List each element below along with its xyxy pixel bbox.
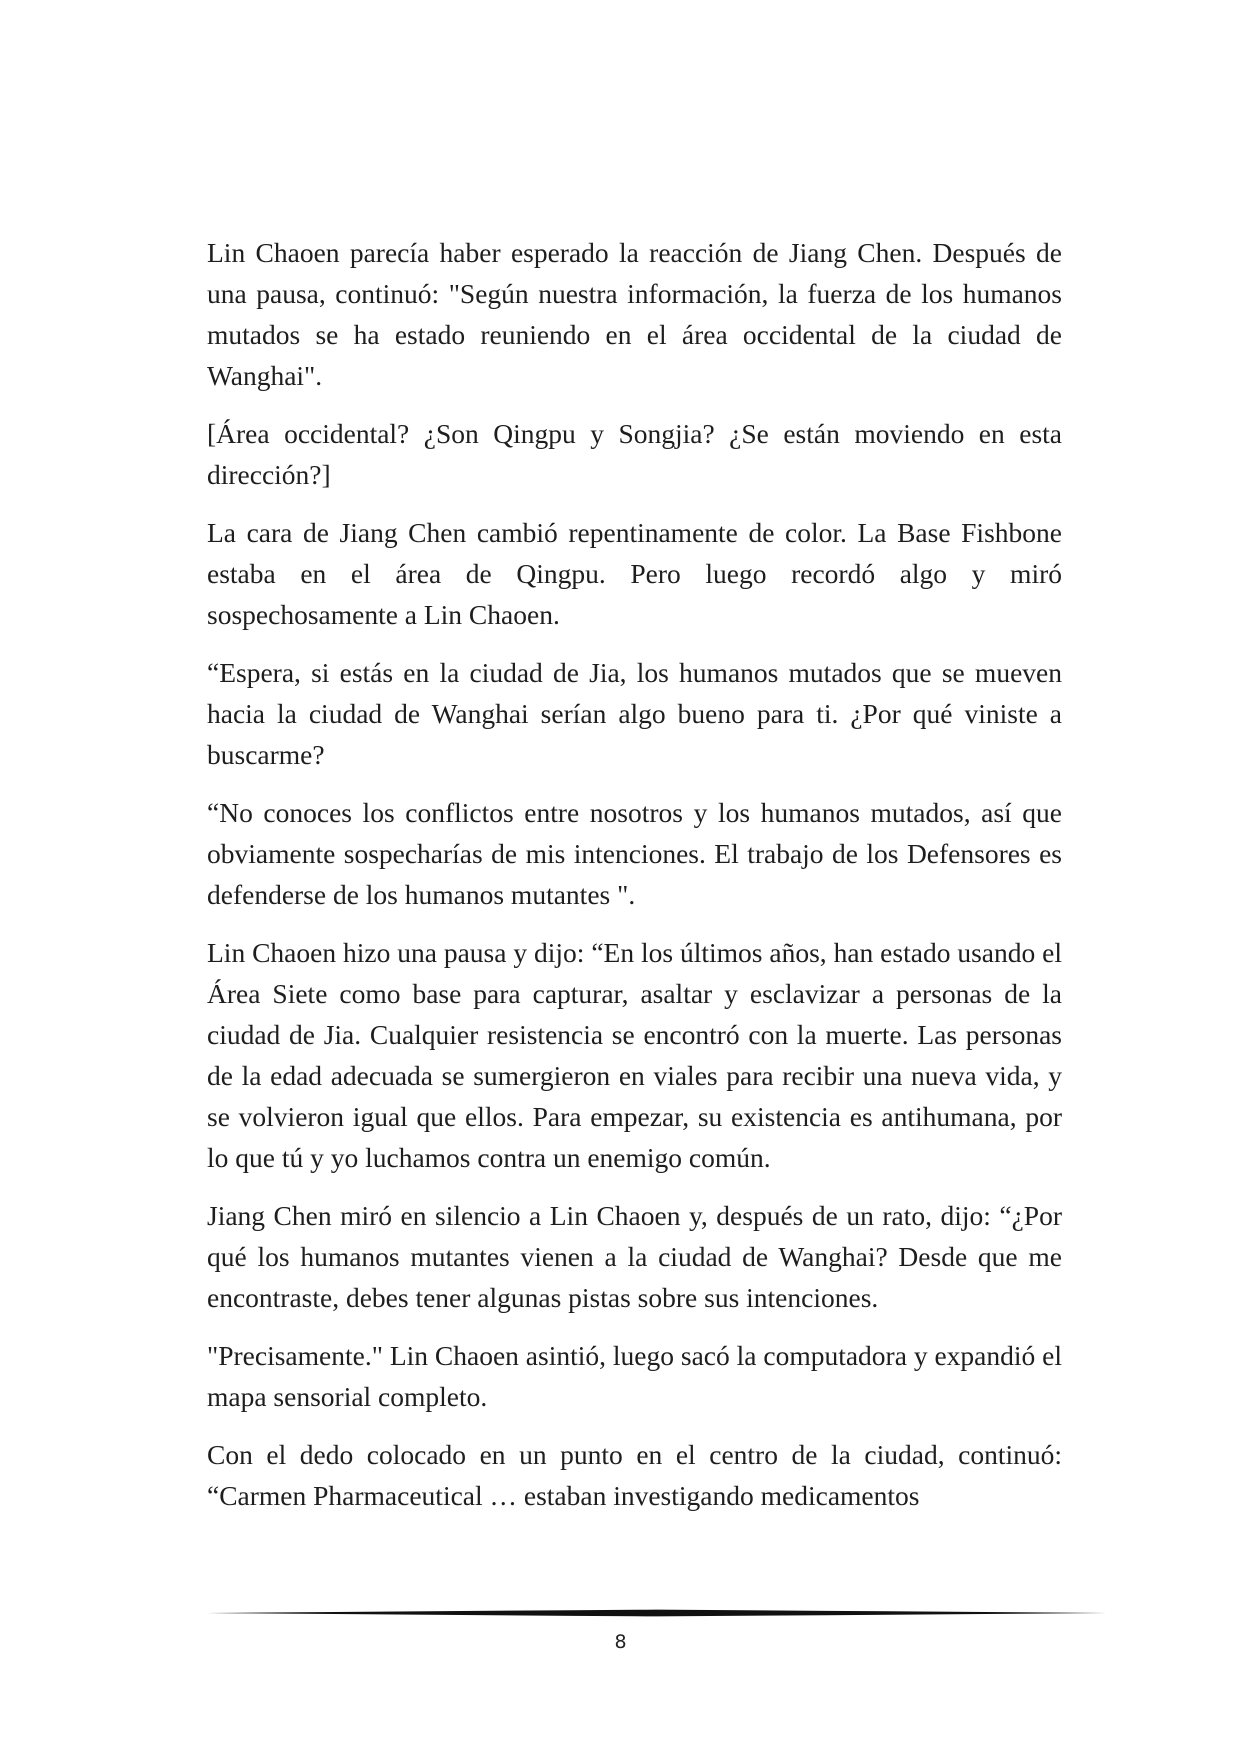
paragraph: [Área occidental? ¿Son Qingpu y Songjia? ¿Se están moviendo en esta dirección?] [207, 418, 1062, 490]
paragraph: La cara de Jiang Chen cambió repentinamente de color. La Base Fishbone estaba en el área de Qingpu. Pero luego recordó algo y miró sospechosamente a Lin Chaoen. [207, 517, 1062, 630]
body-text [207, 232, 1062, 1533]
paragraph: "Precisamente." Lin Chaoen asintió, luego sacó la computadora y expandió el mapa sensorial completo. [207, 1340, 1062, 1412]
paragraph: Con el dedo colocado en un punto en el centro de la ciudad, continuó: “Carmen Pharmaceutical … estaban investigando medicamentos [207, 1439, 1062, 1511]
paragraph: Jiang Chen miró en silencio a Lin Chaoen y, después de un rato, dijo: “¿Por qué los humanos mutantes vienen a la ciudad de Wanghai? Desde que me encontraste, debes tener algunas pistas sobre sus intenciones. [207, 1200, 1062, 1313]
paragraph: “Espera, si estás en la ciudad de Jia, los humanos mutados que se mueven hacia la ciudad de Wanghai serían algo bueno para ti. ¿Por qué viniste a buscarme? [207, 657, 1062, 770]
paragraph: Lin Chaoen hizo una pausa y dijo: “En los últimos años, han estado usando el Área Siete como base para capturar, asaltar y esclavizar a personas de la ciudad de Jia. Cualquier resistencia se encontró con la muerte. Las personas de la edad adecuada se sumergieron en viales para recibir una nueva vida, y se volvieron igual que ellos. Para empezar, su existencia es antihumana, por lo que tú y yo luchamos contra un enemigo común. [207, 937, 1062, 1173]
footer-divider [207, 1607, 1107, 1619]
paragraph: Lin Chaoen parecía haber esperado la reacción de Jiang Chen. Después de una pausa, continuó: "Según nuestra información, la fuerza de los humanos mutados se ha estado reuniendo en el área occidental de la ciudad de Wanghai". [207, 237, 1062, 391]
page-number: 8 [614, 1631, 627, 1653]
paragraph: “No conoces los conflictos entre nosotros y los humanos mutados, así que obviamente sospecharías de mis intenciones. El trabajo de los Defensores es defenderse de los humanos mutantes ". [207, 797, 1062, 910]
